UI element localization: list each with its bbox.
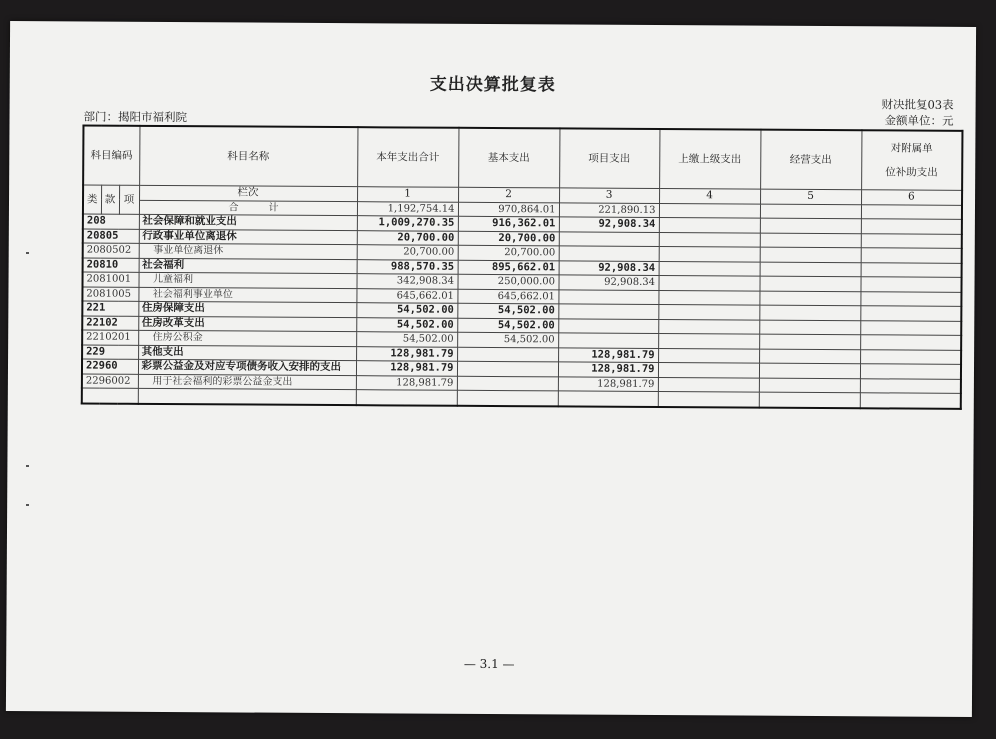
row-col5	[759, 334, 860, 349]
row-col2: 20,700.00	[458, 231, 559, 246]
row-col2: 250,000.00	[457, 274, 558, 289]
row-code: 22960	[82, 359, 138, 374]
row-code: 20810	[83, 258, 139, 273]
header-name: 科目名称	[139, 126, 357, 187]
row-col4	[658, 305, 759, 320]
row-code: 2210201	[82, 330, 138, 345]
row-col2: 54,502.00	[457, 303, 558, 318]
row-col3: 128,981.79	[558, 362, 658, 377]
header-lei: 类	[83, 185, 101, 214]
header-row	[83, 126, 962, 191]
col-number-5: 5	[760, 189, 861, 204]
row-col6	[861, 233, 962, 248]
row-code: 20805	[83, 229, 139, 244]
header-col6	[861, 130, 962, 190]
row-col1: 20,700.00	[357, 230, 458, 245]
row-col6	[860, 378, 961, 393]
scan-mark	[26, 252, 29, 254]
row-name: 社会福利事业单位	[138, 287, 356, 303]
header-col6-line1: 对附属单	[890, 142, 933, 155]
row-col4	[659, 232, 760, 247]
row-col6	[860, 335, 961, 350]
header-col1: 本年支出合计	[357, 127, 458, 187]
row-code: 208	[83, 214, 139, 229]
row-col1: 54,502.00	[356, 332, 457, 347]
row-col1: 1,009,270.35	[357, 216, 458, 231]
row-col4	[658, 290, 759, 305]
row-col1: 54,502.00	[356, 317, 457, 332]
row-col4	[659, 218, 760, 233]
row-col1: 128,981.79	[356, 346, 457, 361]
header-code: 科目编码	[83, 126, 139, 186]
row-col3: 128,981.79	[558, 347, 658, 362]
row-col4	[658, 334, 759, 349]
row-col5	[759, 378, 860, 393]
total-col1: 1,192,754.14	[357, 201, 458, 216]
row-col5	[759, 305, 860, 320]
row-col3: 128,981.79	[558, 376, 658, 391]
col-number-3: 3	[559, 188, 659, 203]
row-col3	[558, 391, 658, 407]
row-col1: 988,570.35	[357, 259, 458, 274]
row-code: 2296002	[82, 374, 138, 389]
row-col4	[658, 348, 759, 363]
row-col2: 54,502.00	[457, 332, 558, 347]
row-col4	[659, 247, 760, 262]
row-col4	[658, 392, 759, 408]
row-code: 221	[82, 301, 138, 316]
row-col1: 20,700.00	[357, 245, 458, 260]
row-code: 22102	[82, 316, 138, 331]
row-name: 彩票公益金及对应专项债务收入安排的支出	[138, 359, 356, 375]
scan-mark	[26, 504, 29, 506]
row-col2: 916,362.01	[458, 216, 559, 231]
row-name: 其他支出	[138, 345, 356, 361]
total-label: 合 计	[139, 200, 357, 216]
document-page	[6, 21, 976, 717]
row-col4	[659, 261, 760, 276]
row-col3	[558, 333, 658, 348]
header-col3: 项目支出	[559, 128, 659, 188]
row-col3: 92,908.34	[559, 217, 659, 232]
row-code	[82, 388, 138, 403]
row-col2: 54,502.00	[457, 318, 558, 333]
total-col2: 970,864.01	[458, 202, 559, 217]
page-number: — 3.1 —	[463, 656, 515, 672]
row-col3	[558, 304, 658, 319]
row-name: 社会保障和就业支出	[139, 214, 357, 230]
amount-unit: 金额单位：元	[884, 113, 954, 128]
row-col4	[658, 363, 759, 378]
row-code: 2081001	[82, 272, 138, 287]
row-name: 住房公积金	[138, 330, 356, 346]
row-col5	[759, 349, 860, 364]
row-col6	[860, 277, 961, 292]
row-col3: 92,908.34	[558, 275, 658, 290]
row-col2: 20,700.00	[458, 245, 559, 260]
scan-mark	[26, 465, 29, 467]
row-col6	[860, 320, 961, 335]
department-label: 部门：揭阳市福利院	[83, 109, 188, 125]
row-col4	[658, 377, 759, 392]
form-code: 财决批复03表	[881, 97, 954, 112]
row-name: 儿童福利	[138, 272, 356, 288]
header-lanci: 栏次	[139, 185, 357, 201]
header-col2: 基本支出	[458, 128, 559, 188]
row-col5	[759, 320, 860, 335]
header-xiang: 项	[119, 185, 139, 214]
row-col6	[860, 306, 961, 321]
row-col2: 645,662.01	[457, 289, 558, 304]
row-name: 事业单位离退休	[139, 243, 357, 259]
row-name: 住房保障支出	[138, 301, 356, 317]
row-col3	[558, 289, 658, 304]
row-col5	[760, 262, 861, 277]
row-name	[138, 388, 356, 404]
row-col6	[860, 349, 961, 364]
row-code: 2080502	[83, 243, 139, 258]
header-col4: 上缴上级支出	[659, 129, 760, 189]
col-number-4: 4	[659, 189, 760, 204]
row-name: 社会福利	[139, 258, 357, 274]
row-col1: 128,981.79	[356, 361, 457, 376]
row-col6	[861, 219, 962, 234]
row-col2	[457, 390, 558, 406]
row-col5	[759, 276, 860, 291]
row-col6	[861, 262, 962, 277]
row-col1: 54,502.00	[356, 303, 457, 318]
col-number-2: 2	[458, 187, 559, 202]
row-col3	[558, 318, 658, 333]
row-col5	[760, 233, 861, 248]
row-col4	[658, 276, 759, 291]
row-col3: 92,908.34	[559, 260, 659, 275]
row-name: 行政事业单位离退休	[139, 229, 357, 245]
col-number-1: 1	[357, 187, 458, 202]
row-col6	[860, 393, 961, 409]
row-col3	[559, 231, 659, 246]
page-title: 支出决算批复表	[429, 74, 556, 96]
header-col5: 经营支出	[760, 130, 861, 190]
row-col5	[760, 218, 861, 233]
row-col4	[658, 319, 759, 334]
row-col2	[457, 361, 558, 376]
row-col5	[759, 363, 860, 378]
expenditure-table	[81, 124, 964, 409]
header-col6-line2: 位补助支出	[885, 166, 938, 179]
row-col3	[559, 246, 659, 261]
row-name: 住房改革支出	[138, 316, 356, 332]
row-col2	[457, 347, 558, 362]
row-code: 229	[82, 345, 138, 360]
row-col1: 128,981.79	[356, 375, 457, 390]
row-col5	[759, 291, 860, 306]
row-col1	[356, 390, 457, 406]
row-col6	[861, 248, 962, 263]
row-col6	[860, 364, 961, 379]
row-name: 用于社会福利的彩票公益金支出	[138, 374, 356, 390]
col-number-6: 6	[861, 190, 962, 205]
row-col2	[457, 376, 558, 391]
total-col3: 221,890.13	[559, 202, 659, 217]
row-col6	[860, 291, 961, 306]
row-col1: 645,662.01	[356, 288, 457, 303]
header-kuan: 款	[101, 185, 119, 214]
row-col5	[759, 392, 860, 408]
row-col2: 895,662.01	[458, 260, 559, 275]
row-col1: 342,908.34	[356, 274, 457, 289]
row-code: 2081005	[82, 287, 138, 302]
row-col5	[760, 247, 861, 262]
